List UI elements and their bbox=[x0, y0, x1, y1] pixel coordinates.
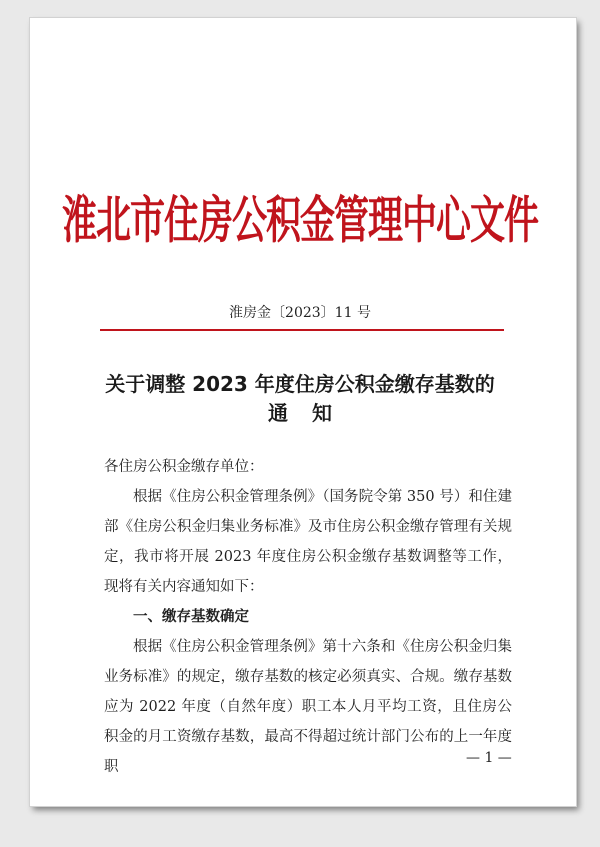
notice-title-line1: 关于调整 2023 年度住房公积金缴存基数的 bbox=[105, 372, 495, 396]
red-divider-line bbox=[100, 329, 504, 331]
notice-title bbox=[0, 370, 600, 428]
page-number: — 1 — bbox=[466, 750, 512, 766]
paragraph-intro: 根据《住房公积金管理条例》（国务院令第 350 号）和住建部《住房公积金归集业务标准》及市住房公积金缴存管理有关规定，我市将开展 2023 年度住房公积金缴存基数调整等工作，现将有关内容通知如下： bbox=[104, 489, 512, 595]
issuer-masthead: 淮北市住房公积金管理中心文件 bbox=[61, 192, 538, 251]
salutation: 各住房公积金缴存单位： bbox=[104, 459, 264, 475]
notice-body bbox=[104, 452, 512, 782]
document-number: 淮房金〔2023〕11 号 bbox=[229, 305, 371, 321]
paragraph-base-determination: 根据《住房公积金管理条例》第十六条和《住房公积金归集业务标准》的规定，缴存基数的核定必须真实、合规。缴存基数应为 2022 年度（自然年度）职工本人月平均工资，且住房公积金的月工资缴存基数，最高不得超过统计部门公布的上一年度职 bbox=[104, 639, 512, 775]
section-heading-1: 一、缴存基数确定 bbox=[133, 609, 249, 625]
notice-title-line2: 通知 bbox=[268, 401, 356, 425]
